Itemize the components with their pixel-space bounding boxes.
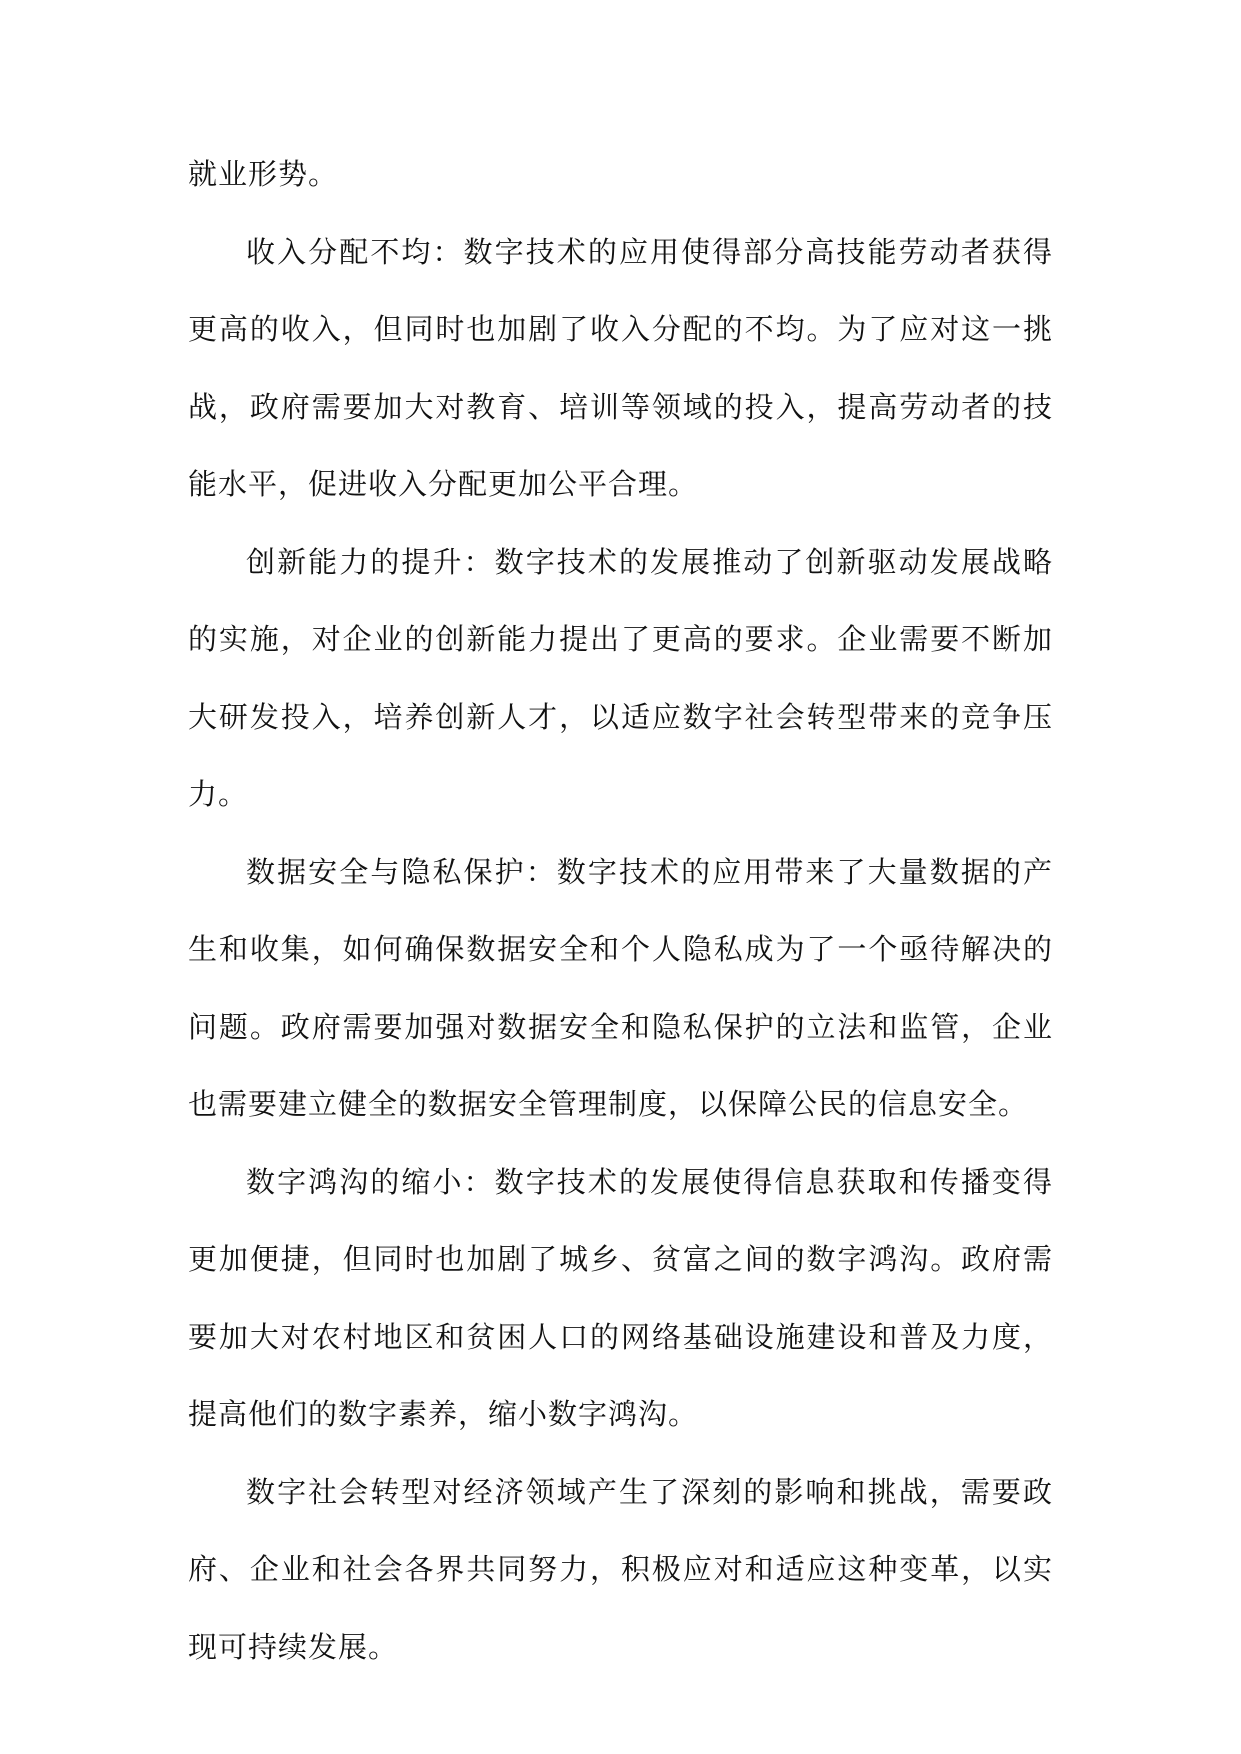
paragraph-digital-divide: 数字鸿沟的缩小：数字技术的发展使得信息获取和传播变得更加便捷，但同时也加剧了城乡、贫富之间的数字鸿沟。政府需要加大对农村地区和贫困人口的网络基础设施建设和普及力度，提高他们的数字素养，缩小数字鸿沟。 xyxy=(188,1164,1053,1431)
document-page xyxy=(188,136,1053,1686)
paragraph-innovation-capacity: 创新能力的提升：数字技术的发展推动了创新驱动发展战略的实施，对企业的创新能力提出了更高的要求。企业需要不断加大研发投入，培养创新人才，以适应数字社会转型带来的竞争压力。 xyxy=(188,544,1053,811)
paragraph-income-distribution: 收入分配不均：数字技术的应用使得部分高技能劳动者获得更高的收入，但同时也加剧了收入分配的不均。为了应对这一挑战，政府需要加大对教育、培训等领域的投入，提高劳动者的技能水平，促进收入分配更加公平合理。 xyxy=(188,234,1053,501)
paragraph-data-security: 数据安全与隐私保护：数字技术的应用带来了大量数据的产生和收集，如何确保数据安全和个人隐私成为了一个亟待解决的问题。政府需要加强对数据安全和隐私保护的立法和监管，企业也需要建立健全的数据安全管理制度，以保障公民的信息安全。 xyxy=(188,854,1053,1121)
paragraph-continuation: 就业形势。 xyxy=(188,157,339,191)
paragraph-conclusion: 数字社会转型对经济领域产生了深刻的影响和挑战，需要政府、企业和社会各界共同努力，积极应对和适应这种变革，以实现可持续发展。 xyxy=(188,1474,1053,1664)
